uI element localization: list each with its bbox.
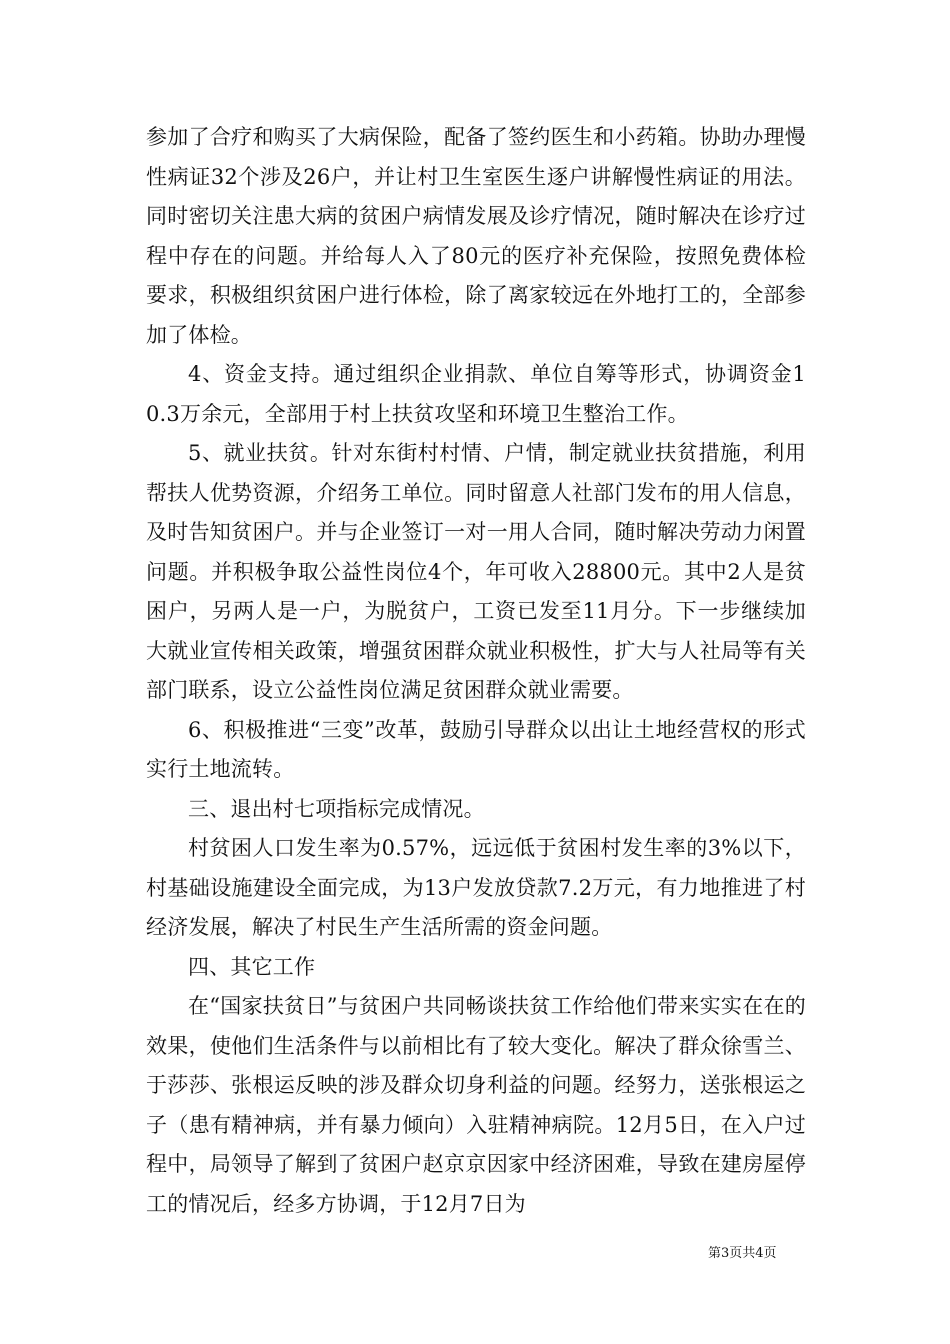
paragraph-employment-support: 5、就业扶贫。针对东街村村情、户情，制定就业扶贫措施，利用帮扶人优势资源，介绍务工单位。同时留意人社部门发布的用人信息，及时告知贫困户。并与企业签订一对一用人合同，随时解决劳动力闲置问题。并积极争取公益性岗位4个，年可收入28800元。其中2人是贫困户，另两人是一户，为脱贫户，工资已发至11月分。下一步继续加大就业宣传相关政策，增强贫困群众就业积极性，扩大与人社局等有关部门联系，设立公益性岗位满足贫困群众就业需要。: [146, 441, 806, 702]
paragraph-medical-insurance: 参加了合疗和购买了大病保险，配备了签约医生和小药箱。协助办理慢性病证32个涉及26户，并让村卫生室医生逐户讲解慢性病证的用法。同时密切关注患大病的贫困户病情发展及诊疗情况，随时解决在诊疗过程中存在的问题。并给每人入了80元的医疗补充保险，按照免费体检要求，积极组织贫困户进行体检，除了离家较远在外地打工的，全部参加了体检。: [146, 125, 806, 347]
section-heading-other-work: 四、其它工作: [188, 954, 316, 979]
paragraph-three-changes-reform: 6、积极推进“三变”改革，鼓励引导群众以出让土地经营权的形式实行土地流转。: [146, 717, 806, 781]
document-body: [146, 118, 806, 1224]
paragraph-indicator-results: 村贫困人口发生率为0.57%，远远低于贫困村发生率的3%以下，村基础设施建设全面完成，为13户发放贷款7.2万元，有力地推进了村经济发展，解决了村民生产生活所需的资金问题。: [146, 836, 806, 939]
paragraph-other-work: 在“国家扶贫日”与贫困户共同畅谈扶贫工作给他们带来实实在在的效果，使他们生活条件与以前相比有了较大变化。解决了群众徐雪兰、于莎莎、张根运反映的涉及群众切身利益的问题。经努力，送张根运之子（患有精神病，并有暴力倾向）入驻精神病院。12月5日，在入户过程中，局领导了解到了贫困户赵京京因家中经济困难，导致在建房屋停工的情况后，经多方协调，于12月7日为: [146, 994, 806, 1216]
page-number-footer: 第3页共4页: [708, 1246, 777, 1261]
paragraph-funding-support: 4、资金支持。通过组织企业捐款、单位自筹等形式，协调资金10.3万余元，全部用于村上扶贫攻坚和环境卫生整治工作。: [146, 362, 806, 426]
section-heading-seven-indicators: 三、退出村七项指标完成情况。: [188, 796, 485, 821]
